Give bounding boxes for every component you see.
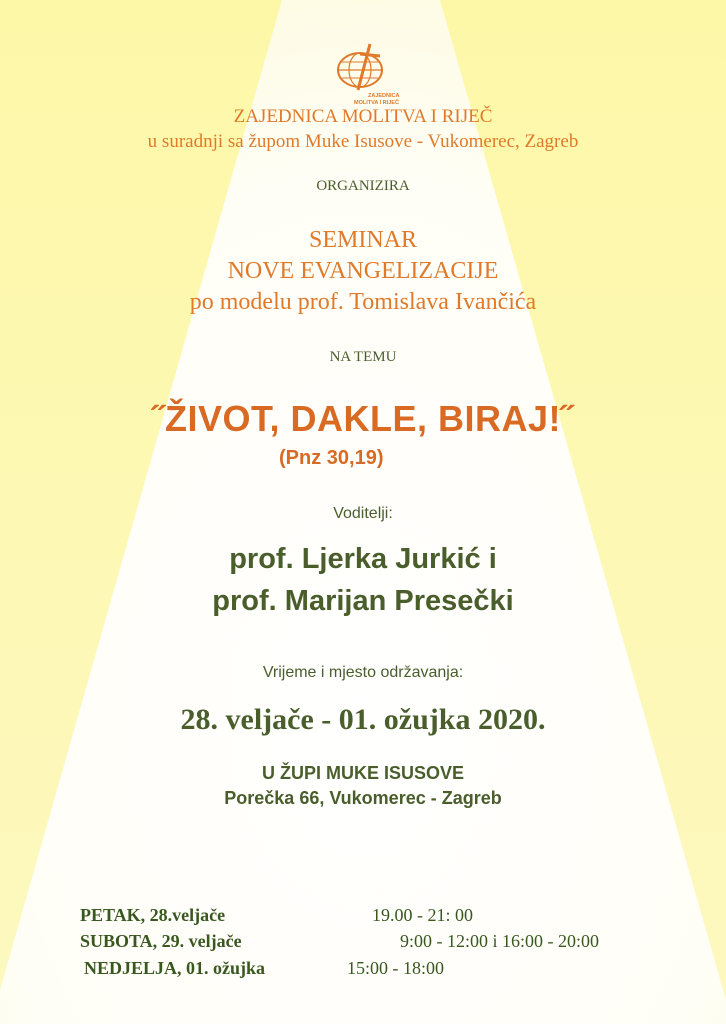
time-place-label: Vrijeme i mjesto održavanja: (262, 664, 464, 681)
schedule-day-1: PETAK, 28.veljače (80, 905, 226, 925)
topic-label: NA TEMU (329, 349, 397, 365)
collaboration-text: u suradnji sa župom Muke Isusove - Vukomerec, Zagreb (147, 131, 579, 152)
cross-globe-logo-icon (330, 42, 400, 108)
schedule-time-2: 9:00 - 12:00 i 16:00 - 20:00 (400, 931, 599, 951)
schedule-time-1: 19.00 - 21: 00 (372, 905, 473, 925)
seminar-title-line3: po modelu prof. Tomislava Ivančića (189, 289, 537, 315)
seminar-title-line2: NOVE EVANGELIZACIJE (227, 258, 499, 284)
logo-text-2: MOLITVA I RIJEČ (354, 100, 399, 106)
topic-title: ˝ŽIVOT, DAKLE, BIRAJ!˝ (152, 398, 574, 439)
leaders-label: Voditelji: (333, 505, 393, 522)
schedule-day-2: SUBOTA, 29. veljače (80, 931, 242, 951)
seminar-title-line1: SEMINAR (308, 227, 417, 253)
leader-name-1: prof. Ljerka Jurkić i (229, 543, 497, 575)
event-dates: 28. veljače - 01. ožujka 2020. (180, 703, 546, 736)
event-venue: U ŽUPI MUKE ISUSOVE (261, 763, 465, 783)
logo-text-1: ZAJEDNICA (368, 93, 400, 99)
organization-name: ZAJEDNICA MOLITVA I RIJEČ (233, 106, 493, 127)
leader-name-2: prof. Marijan Presečki (212, 585, 514, 617)
organizes-label: ORGANIZIRA (316, 178, 410, 194)
event-address: Porečka 66, Vukomerec - Zagreb (224, 788, 502, 808)
schedule-time-3: 15:00 - 18:00 (347, 958, 444, 978)
schedule-day-3: NEDJELJA, 01. ožujka (84, 958, 266, 978)
bible-reference: (Pnz 30,19) (279, 447, 384, 469)
